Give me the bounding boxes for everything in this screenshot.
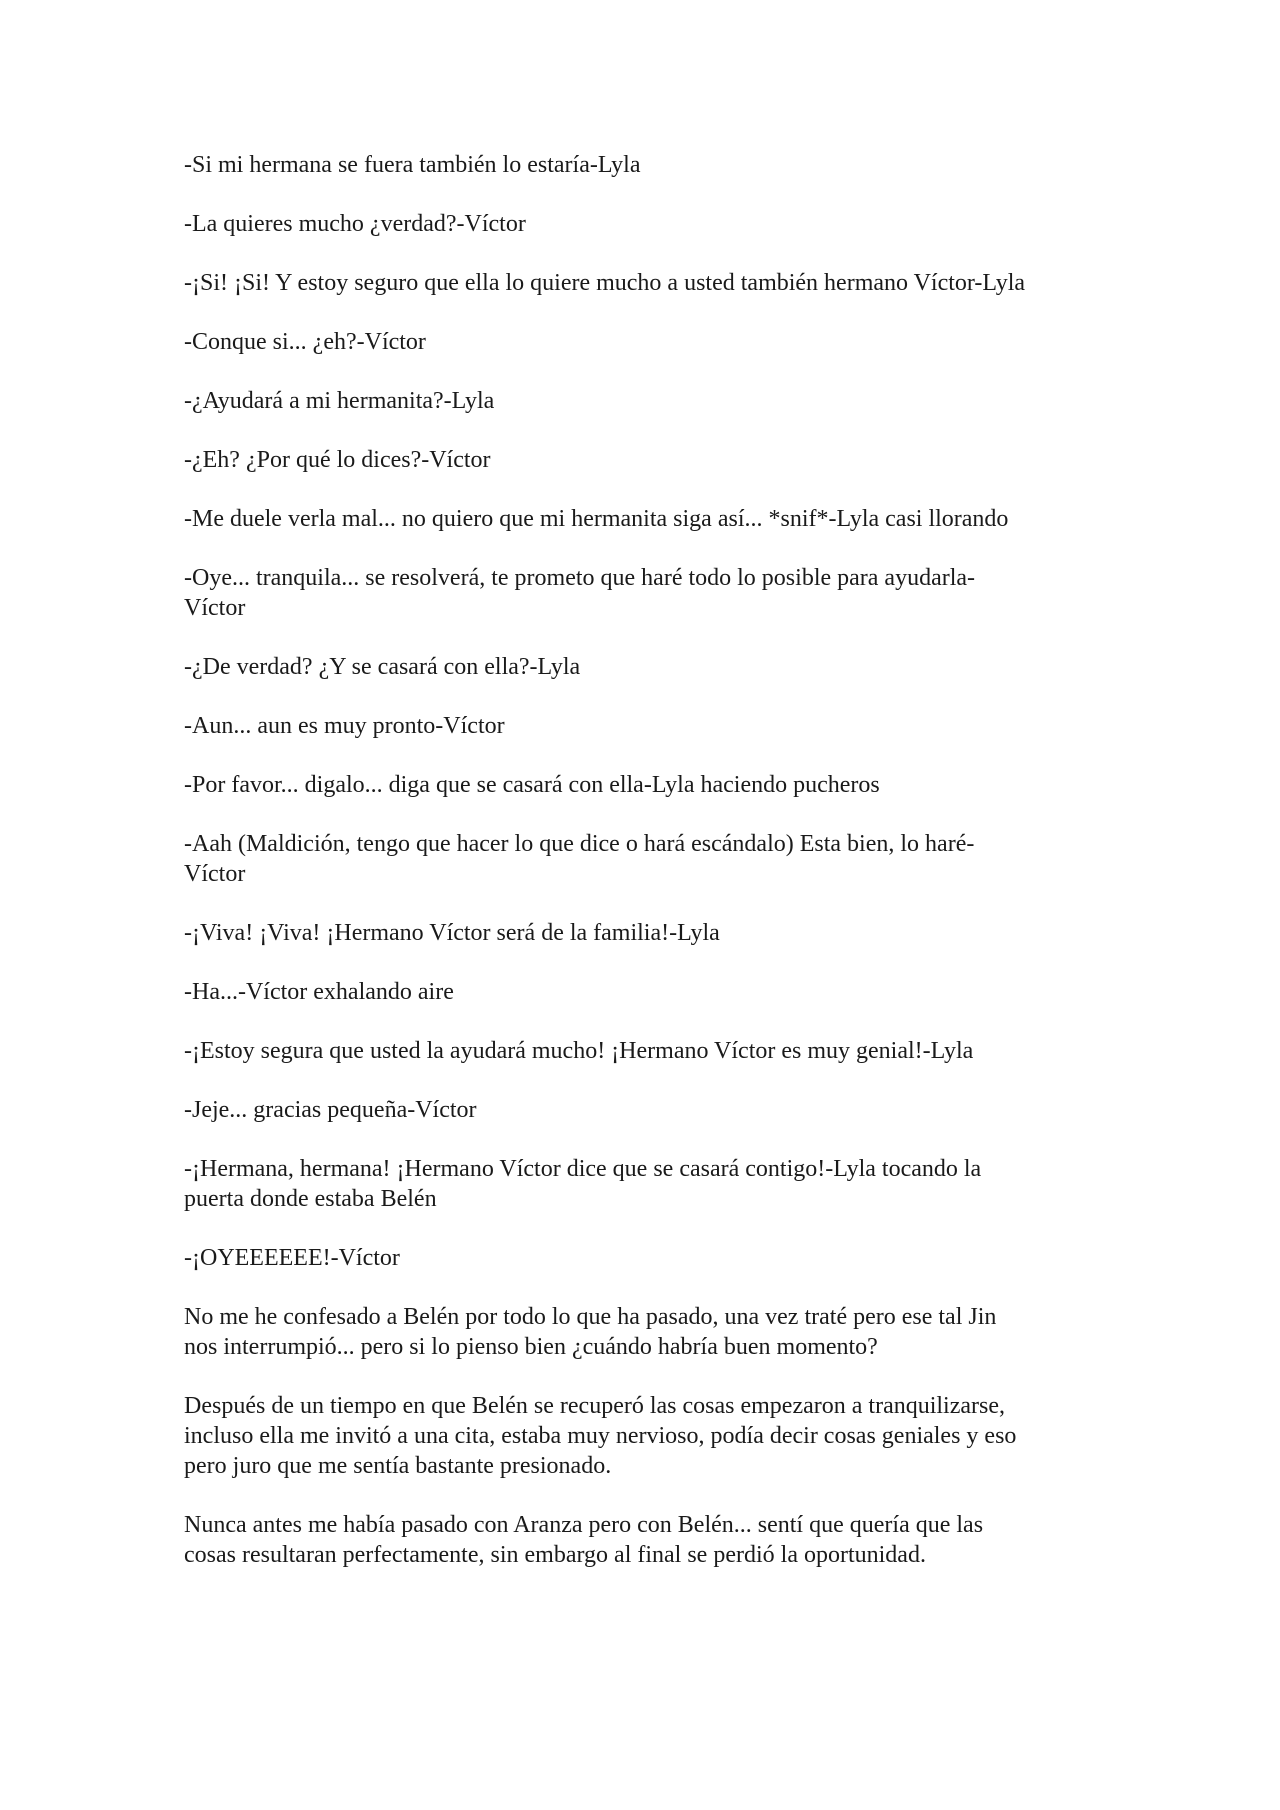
paragraph-14: -Ha...-Víctor exhalando aire — [184, 979, 454, 1005]
paragraph-8: -Oye... tranquila... se resolverá, te prometo que haré todo lo posible para ayudarla- Víctor — [184, 565, 976, 621]
paragraph-3: -¡Si! ¡Si! Y estoy seguro que ella lo quiere mucho a usted también hermano Víctor-Lyla — [184, 270, 1026, 296]
paragraph-7: -Me duele verla mal... no quiero que mi hermanita siga así... *snif*-Lyla casi llorando — [184, 506, 1009, 532]
paragraph-10: -Aun... aun es muy pronto-Víctor — [184, 713, 505, 739]
paragraph-21: Nunca antes me había pasado con Aranza pero con Belén... sentí que quería que las cosas resultaran perfectamente, sin embargo al final se perdió la oportunidad. — [184, 1512, 984, 1568]
paragraph-11: -Por favor... digalo... diga que se casará con ella-Lyla haciendo pucheros — [184, 772, 880, 798]
paragraph-19: No me he confesado a Belén por todo lo que ha pasado, una vez traté pero ese tal Jin nos interrumpió... pero si lo pienso bien ¿cuándo habría buen momento? — [184, 1304, 997, 1360]
paragraph-16: -Jeje... gracias pequeña-Víctor — [184, 1097, 477, 1123]
paragraph-6: -¿Eh? ¿Por qué lo dices?-Víctor — [184, 447, 491, 473]
document-body — [184, 150, 1114, 1599]
paragraph-9: -¿De verdad? ¿Y se casará con ella?-Lyla — [184, 654, 581, 680]
paragraph-4: -Conque si... ¿eh?-Víctor — [184, 329, 426, 355]
paragraph-2: -La quieres mucho ¿verdad?-Víctor — [184, 211, 526, 237]
paragraph-13: -¡Viva! ¡Viva! ¡Hermano Víctor será de la familia!-Lyla — [184, 920, 720, 946]
paragraph-20: Después de un tiempo en que Belén se recuperó las cosas empezaron a tranquilizarse, incluso ella me invitó a una cita, estaba muy nervioso, podía decir cosas geniales y eso pero juro que me sentía bastante presionado. — [184, 1393, 1017, 1479]
paragraph-18: -¡OYEEEEEE!-Víctor — [184, 1245, 400, 1271]
paragraph-17: -¡Hermana, hermana! ¡Hermano Víctor dice que se casará contigo!-Lyla tocando la puerta donde estaba Belén — [184, 1156, 982, 1212]
paragraph-5: -¿Ayudará a mi hermanita?-Lyla — [184, 388, 495, 414]
paragraph-15: -¡Estoy segura que usted la ayudará mucho! ¡Hermano Víctor es muy genial!-Lyla — [184, 1038, 974, 1064]
paragraph-12: -Aah (Maldición, tengo que hacer lo que dice o hará escándalo) Esta bien, lo haré- Víctor — [184, 831, 975, 887]
paragraph-1: -Si mi hermana se fuera también lo estaría-Lyla — [184, 152, 641, 178]
